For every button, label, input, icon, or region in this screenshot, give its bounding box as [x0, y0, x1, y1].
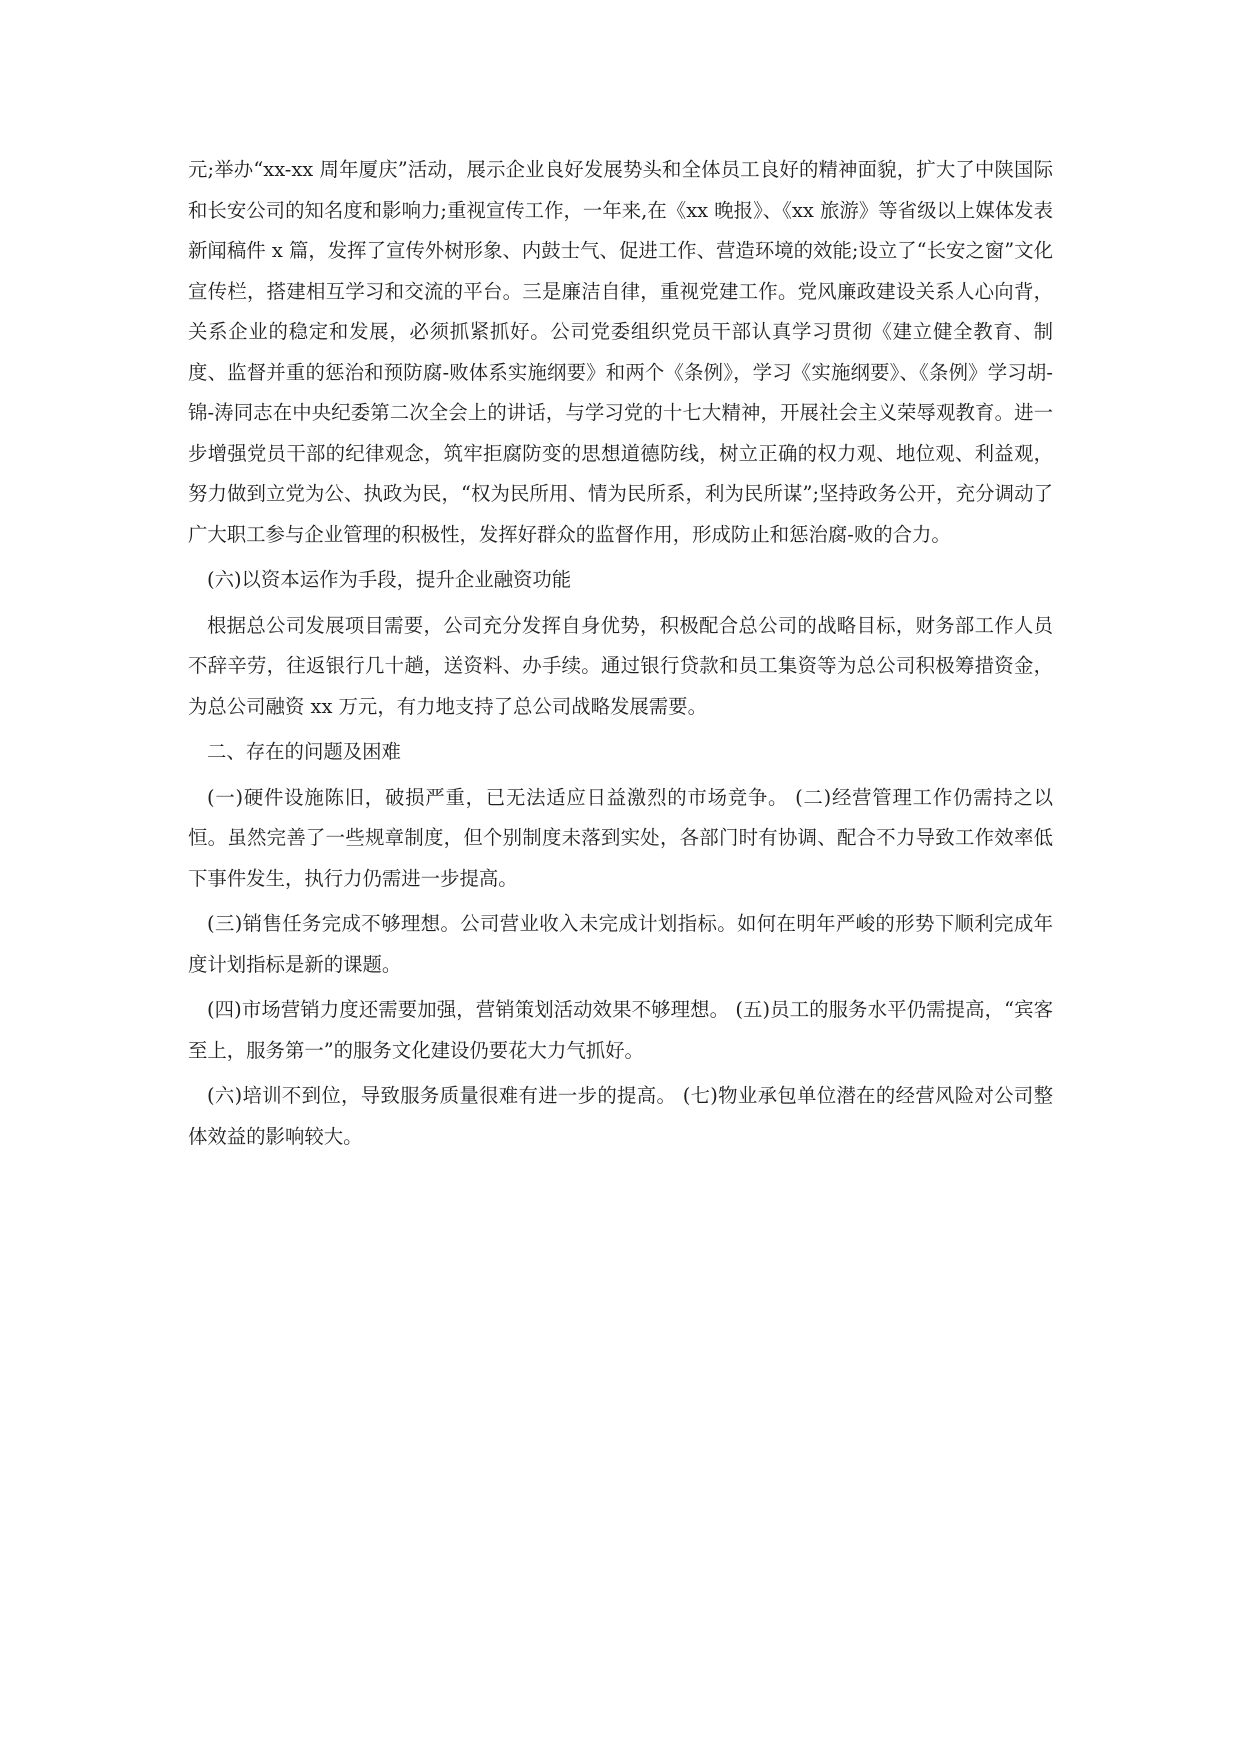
section-heading-problems: 二、存在的问题及困难 — [207, 740, 401, 763]
document-body — [188, 150, 1053, 1162]
paragraph-financing: 根据总公司发展项目需要，公司充分发挥自身优势，积极配合总公司的战略目标，财务部工作人员不辞辛劳，往返银行几十趟，送资料、办手续。通过银行贷款和员工集资等为总公司积极筹措资金，为总公司融资 xx 万元，有力地支持了总公司战略发展需要。 — [188, 613, 1053, 718]
paragraph-problem-4-5: (四)市场营销力度还需要加强，营销策划活动效果不够理想。 (五)员工的服务水平仍需提高，“宾客至上，服务第一”的服务文化建设仍要花大力气抓好。 — [188, 998, 1053, 1062]
paragraph-problem-1-2: (一)硬件设施陈旧，破损严重，已无法适应日益激烈的市场竞争。 (二)经营管理工作仍需持之以恒。虽然完善了一些规章制度，但个别制度未落到实处，各部门时有协调、配合不力导致工作效率低下事件发生，执行力仍需进一步提高。 — [188, 785, 1054, 890]
paragraph-publicity-and-party-building: 元;举办“xx-xx 周年厦庆”活动，展示企业良好发展势头和全体员工良好的精神面貌，扩大了中陕国际和长安公司的知名度和影响力;重视宣传工作，一年来,在《xx 晚报》、《xx 旅游》等省级以上媒体发表新闻稿件 x 篇，发挥了宣传外树形象、内鼓士气、促进工作、营造环境的效能;设立了“长安之窗”文化宣传栏，搭建相互学习和交流的平台。三是廉洁自律，重视党建工作。党风廉政建设关系人心向背，关系企业的稳定和发展，必须抓紧抓好。公司党委组织党员干部认真学习贯彻《建立健全教育、制度、监督并重的惩治和预防腐-败体系实施纲要》和两个《条例》，学习《实施纲要》、《条例》学习胡-锦-涛同志在中央纪委第二次全会上的讲话，与学习党的十七大精神，开展社会主义荣辱观教育。进一步增强党员干部的纪律观念，筑牢拒腐防变的思想道德防线，树立正确的权力观、地位观、利益观，努力做到立党为公、执政为民，“权为民所用、情为民所系，利为民所谋”;坚持政务公开，充分调动了广大职工参与企业管理的积极性，发挥好群众的监督作用，形成防止和惩治腐-败的合力。 — [188, 158, 1053, 546]
paragraph-problem-6-7: (六)培训不到位，导致服务质量很难有进一步的提高。 (七)物业承包单位潜在的经营风险对公司整体效益的影响较大。 — [188, 1084, 1053, 1148]
section-heading-capital-operation: (六)以资本运作为手段，提升企业融资功能 — [207, 568, 572, 591]
paragraph-problem-3: (三)销售任务完成不够理想。公司营业收入未完成计划指标。如何在明年严峻的形势下顺利完成年度计划指标是新的课题。 — [188, 912, 1053, 976]
